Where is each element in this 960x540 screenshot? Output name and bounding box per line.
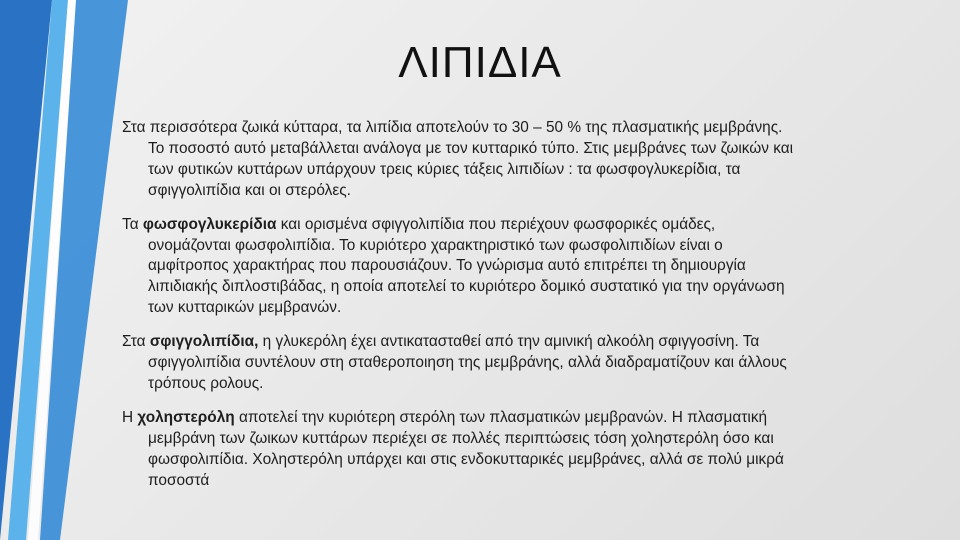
text-line: Στα περισσότερα ζωικά κύτταρα, τα λιπίδια αποτελούν το 30 – 50 % της πλασματικής μεμβράνης. [122, 119, 783, 136]
text-line [122, 215, 912, 236]
bold-term: σφιγγολιπίδια, [149, 333, 259, 351]
text-line [122, 332, 912, 353]
text-line [122, 408, 912, 429]
text-fragment: Τα [122, 215, 143, 233]
text-line: σφιγγολιπίδια συντέλουν στη σταθεροποιηση της μεμβράνης, αλλά διαδραματίζουν και άλλους [148, 354, 787, 372]
bold-term: φωσφογλυκερίδια [142, 215, 277, 233]
text-fragment: Στα [122, 333, 150, 351]
text-line: Το ποσοστό αυτό μεταβάλλεται ανάλογα με τον κυτταρικό τύπο. Στις μεμβράνες των ζωικών και [148, 139, 794, 157]
paragraph-lipid-percentage [122, 118, 912, 202]
text-fragment: και ορισμένα σφιγγολιπίδια που περιέχουν φωσφορικές ομάδες, [276, 215, 716, 233]
paragraph-phospholipids [122, 215, 912, 320]
bold-term: χοληστερόλη [137, 408, 235, 426]
text-line: ποσοστά [148, 471, 210, 489]
text-fragment: η γλυκερόλη έχει αντικατασταθεί από την αμινική αλκοόλη σφιγγοσίνη. Τα [258, 333, 760, 351]
paragraph-sphingolipids [122, 332, 912, 395]
text-line: των φυτικών κυττάρων υπάρχουν τρεις κύριες τάξεις λιπιδίων : τα φωσφογλυκερίδια, τα [148, 160, 741, 178]
text-line: μεμβράνη των ζωικων κυττάρων περιέχει σε πολλές περιπτώσεις τόση χοληστερόλη όσο και [148, 429, 774, 447]
text-line: αμφίτροπος χαρακτήρας που παρουσιάζουν. Το γνώρισμα αυτό επιτρέπει τη δημιουργία [148, 257, 746, 275]
slide-body [122, 118, 912, 492]
text-line: σφιγγολιπίδια και οι στερόλες. [148, 181, 351, 199]
text-line: λιπιδιακής διπλοστιβάδας, η οποία αποτελεί το κυριότερο δομικό συστατικό για την οργάνωση [148, 278, 785, 296]
text-fragment: αποτελεί την κυριότερη στερόλη των πλασματικών μεμβρανών. Η πλασματική [234, 408, 768, 426]
text-line: τρόπους ρολους. [148, 374, 264, 392]
text-fragment: Η [122, 408, 138, 426]
text-line: ονομάζονται φωσφολιπίδια. Το κυριότερο χαρακτηριστικό των φωσφολιπιδίων είναι ο [148, 236, 723, 254]
text-line: φωσφολιπίδια. Χοληστερόλη υπάρχει και στις ενδοκυτταρικές μεμβράνες, αλλά σε πολύ μικρά [148, 450, 784, 468]
text-line: των κυτταρικών μεμβρανών. [148, 299, 342, 317]
slide-title: ΛΙΠΙΔΙΑ [398, 38, 562, 87]
paragraph-cholesterol [122, 408, 912, 492]
